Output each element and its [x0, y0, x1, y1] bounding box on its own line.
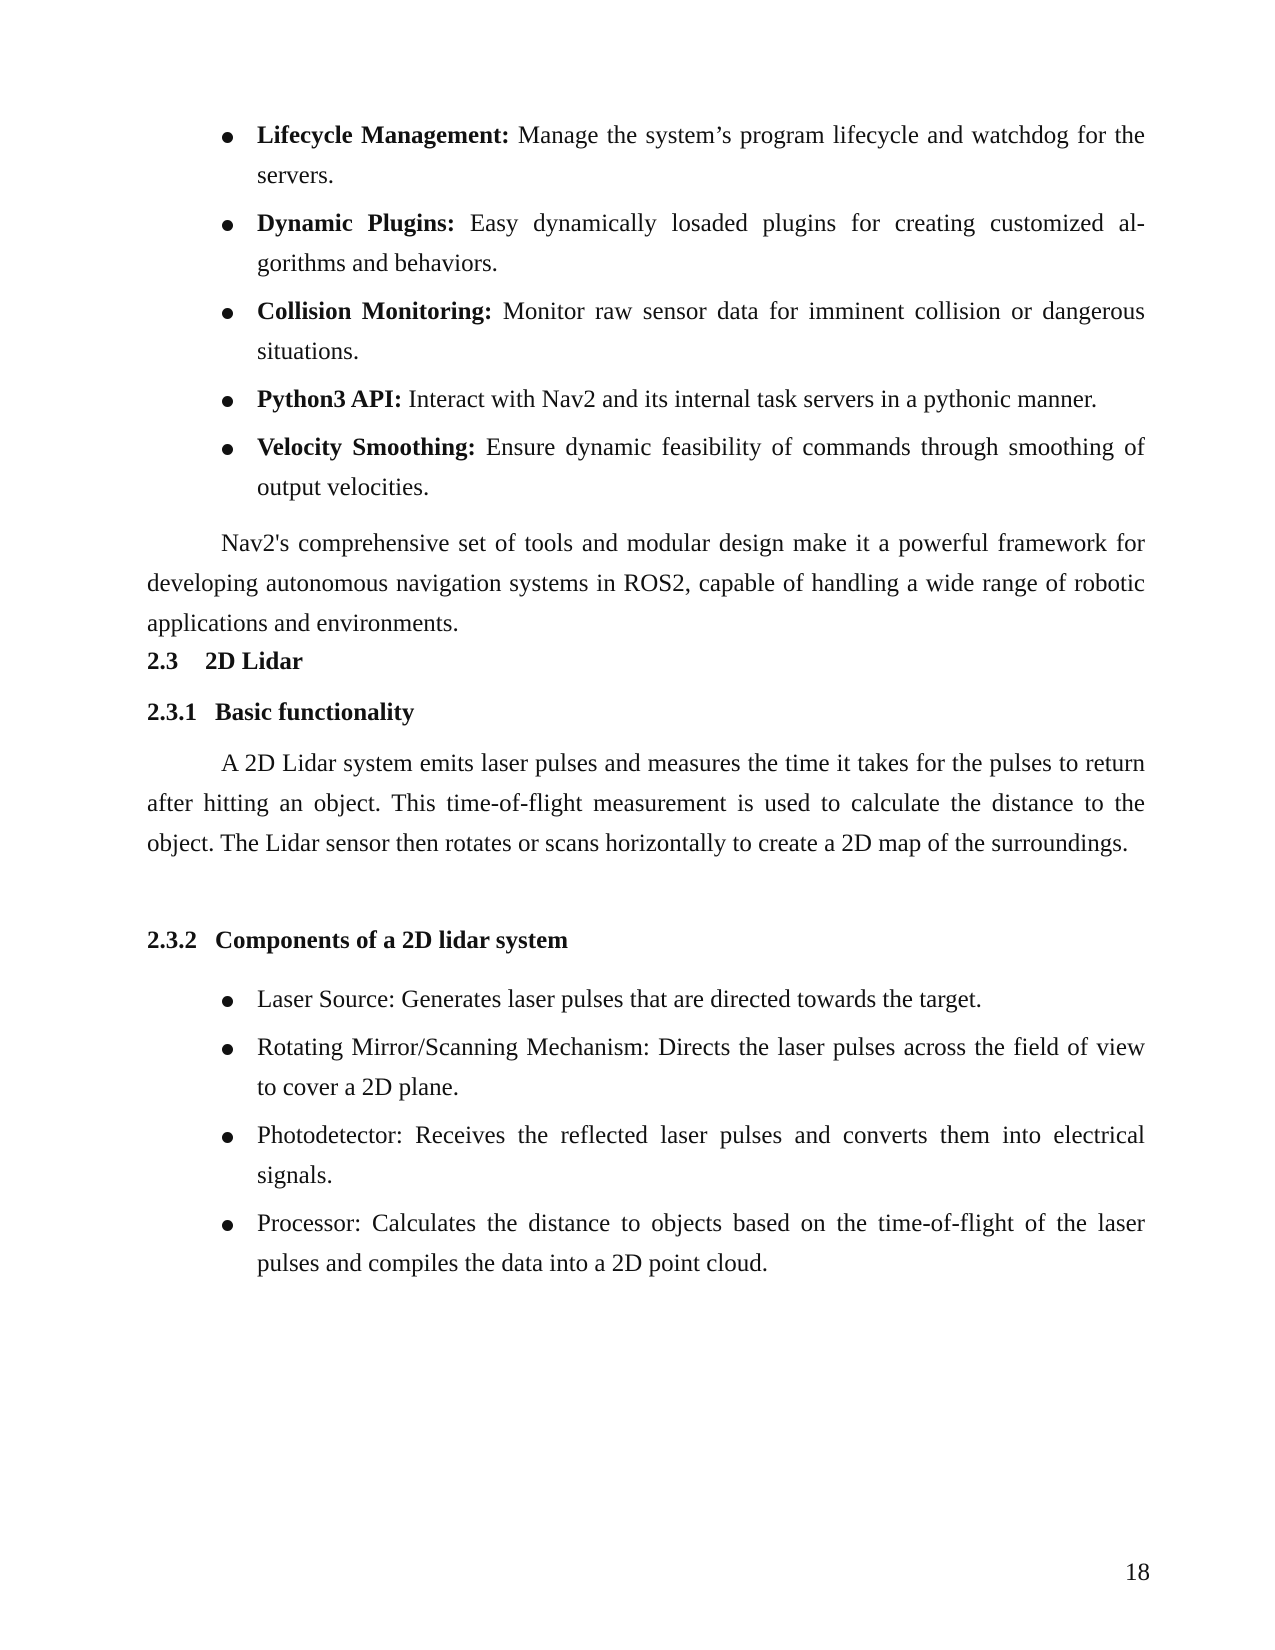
bullet-icon	[222, 132, 233, 143]
component-item	[147, 1028, 1145, 1108]
feature-title: Collision Monitoring:	[257, 298, 493, 325]
bullet-icon	[222, 996, 233, 1007]
component-text: Processor: Calculates the distance to objects based on the time-of-flight of the laser pulses and compiles the data into a 2D point cloud.	[257, 1210, 1145, 1277]
feature-item	[147, 292, 1145, 372]
feature-title: Lifecycle Management:	[257, 122, 510, 149]
feature-item	[147, 380, 1145, 420]
bullet-icon	[222, 1132, 233, 1143]
lidar-components-block	[147, 980, 1145, 1292]
feature-title: Dynamic Plugins:	[257, 210, 456, 237]
section-heading-2-3-2	[147, 925, 568, 957]
bullet-icon	[222, 444, 233, 455]
component-item	[147, 1204, 1145, 1284]
nav2-features-block	[147, 116, 1145, 516]
nav2-feature-list	[147, 116, 1145, 508]
section-number: 2.3.2	[147, 927, 197, 954]
section-heading-2-3	[147, 646, 303, 678]
bullet-icon	[222, 220, 233, 231]
nav2-summary-paragraph: Nav2's comprehensive set of tools and modular design make it a powerful framework for developing autonomous navigation systems in ROS2, capable of handling a wide range of robotic applications and environments.	[147, 530, 1145, 637]
component-item	[147, 1116, 1145, 1196]
section-number: 2.3	[147, 648, 179, 675]
feature-item	[147, 116, 1145, 196]
component-text: Rotating Mirror/Scanning Mechanism: Directs the laser pulses across the field of view to cover a 2D plane.	[257, 1034, 1145, 1101]
nav2-summary-block	[147, 524, 1145, 644]
section-title: Basic functionality	[215, 699, 415, 726]
section-heading-2-3-1	[147, 697, 414, 729]
basic-functionality-paragraph: A 2D Lidar system emits laser pulses and measures the time it takes for the pulses to return after hitting an object. This time-of-flight measurement is used to calculate the distance to the object. The Lidar sensor then rotates or scans horizontally to create a 2D map of the surroundings.	[147, 750, 1145, 857]
feature-text: Easy dynamically losaded plugins for creating customized algorithms and behaviors.	[257, 210, 1145, 277]
component-text: Photodetector: Receives the reflected laser pulses and converts them into electrical signals.	[257, 1122, 1145, 1189]
bullet-icon	[222, 308, 233, 319]
bullet-icon	[222, 1044, 233, 1055]
page-number: 18	[1125, 1559, 1150, 1586]
section-title: Components of a 2D lidar system	[215, 927, 569, 954]
feature-text: Manage the system’s program lifecycle and watchdog for the servers.	[257, 122, 1145, 189]
lidar-component-list	[147, 980, 1145, 1284]
feature-title: Velocity Smoothing:	[257, 434, 476, 461]
component-text: Laser Source: Generates laser pulses that are directed towards the target.	[257, 986, 982, 1013]
feature-item	[147, 204, 1145, 284]
bullet-icon	[222, 396, 233, 407]
section-title: 2D Lidar	[205, 648, 303, 675]
component-item	[147, 980, 1145, 1020]
feature-text: Monitor raw sensor data for imminent collision or dangerous situations.	[257, 298, 1145, 365]
feature-text: Ensure dynamic feasibility of commands through smoothing of output velocities.	[257, 434, 1145, 501]
bullet-icon	[222, 1220, 233, 1231]
feature-title: Python3 API:	[257, 386, 403, 413]
feature-item	[147, 428, 1145, 508]
basic-functionality-block	[147, 744, 1145, 864]
section-number: 2.3.1	[147, 699, 197, 726]
feature-text: Interact with Nav2 and its internal task servers in a pythonic manner.	[402, 386, 1098, 413]
